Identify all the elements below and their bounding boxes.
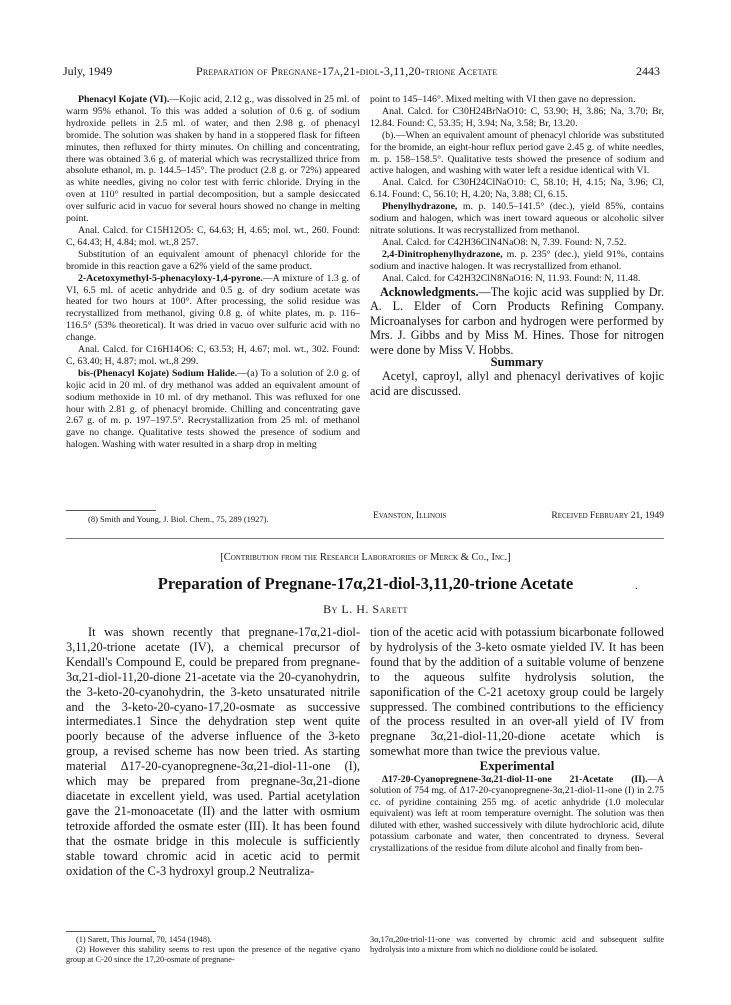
experimental-title: Δ17-20-Cyanopregnene-3α,21-diol-11-one 21-Acetate (II). (382, 774, 648, 786)
dinitrophenylhydrazone-paragraph (370, 249, 664, 273)
acknowledgments-title: Acknowledgments. (380, 284, 479, 299)
location: Evanston, Illinois (373, 511, 447, 521)
prev-paper-column-1 (66, 94, 360, 451)
analysis-2: Anal. Calcd. for C16H14O6: C, 63.53; H, 4.67; mol. wt., 302. Found: C, 63.40; H, 4.87; mol. wt.,8 299. (66, 344, 360, 367)
pyrone-text: —A mixture of 1.3 g. of VI, 6.5 ml. of acetic anhydride and 0.5 g. of dry sodium acetate was heated for two hours at 100°. After processing, the solid residue was recrystallized from methanol, giving 0.8 g. of white plates, m. p. 116–116.5° (53% theoretical). It was dried in vacuo over sulfuric acid with no change. (66, 272, 360, 344)
phenylhydrazone-title: Phenylhydrazone, (382, 201, 458, 213)
analysis-6: Anal. Calcd. for C42H32ClN8NaO16: N, 11.93. Found: N, 11.48. (382, 272, 641, 284)
contribution-line: [Contribution from the Research Laboratories of Merck & Co., Inc.] (220, 552, 511, 563)
new-paper-column-2 (370, 625, 664, 854)
experimental-text: —A solution of 754 mg. of Δ17-20-cyanopregnene-3α,21-diol-11-one (I) in 2.75 cc. of pyridine containing 255 mg. of acetic anhydride (1.0 molecular equivalent) was left at room temperature overnight. The solution was then diluted with ether, washed successively with dilute hydrochloric acid, dilute potassium carbonate and water, then concentrated to dryness. Several crystallizations of the residue from dilute alcohol and finally from ben- (370, 774, 664, 854)
footnotes-left (66, 935, 360, 965)
experimental-heading: Experimental (479, 759, 555, 774)
acknowledgments-paragraph (370, 285, 664, 358)
summary-heading: Summary (490, 355, 544, 370)
intro-paragraph: It was shown recently that pregnane-17α,21-diol-3,11,20-trione acetate (IV), a chemical precursor of Kendall's Compound E, could be prepared from pregnane-3α,21-diol-11,20-dione 21-acetate via the 20-cyanohydrin, the 3-keto-20-cyanohydrin, the 3-keto unsaturated nitrile and the 3-keto-20-cyano-17,20-osmate as successive intermediates.1 Since the dehydration step went quite poorly because of the adverse influence of the 3-keto group, a revised scheme has now been tried. As starting material Δ17-20-cyanopregnene-3α,21-diol-11-one (I), which may be prepared from pregnane-3α,21-dione diacetate in excellent yield, was used. Partial acetylation gave the 21-monoacetate (II) and the latter with osmium tetroxide afforded the osmate ester (III). It has been found that the osmate bridge in this molecule is sufficiently stable toward chromic acid in acetic acid to permit oxidation of the C-3 hydroxyl group.2 Neutraliza- (66, 625, 360, 878)
halide-text: —(a) To a solution of 2.0 g. of kojic acid in 20 ml. of dry methanol was added an equivalent amount of sodium methoxide in 10 ml. of dry methanol. This was refluxed for one hour with 2.81 g. of phenacyl bromide. Chilling and concentrating gave 2.67 g. of m. p. 197–197.5°. Recrystallization from 25 ml. of methanol gave no change. Qualitative tests showed the presence of sodium and halogen. Washing with water resulted in a sharp drop in melting (66, 367, 360, 451)
prev-paper-column-2 (370, 94, 664, 399)
substitution-paragraph: Substitution of an equivalent amount of phenacyl chloride for the bromide in this reaction gave a 62% yield of the same product. (66, 248, 360, 272)
phenacyl-kojate-text: —Kojic acid, 2.12 g., was dissolved in 25 ml. of warm 95% ethanol. To this was added a solution of 0.6 g. of sodium hydroxide pellets in 2.5 ml. of water, and then 2.98 g. of phenacyl bromide. The solution was shaken by hand in a stoppered flask for fifteen minutes, then refluxed for thirty minutes. On chilling and concentrating, there was obtained 3.6 g. of material which was recrystallized thrice from absolute ethanol, m. p. 144.5–145°. The product (2.8 g. or 72%) appeared as white needles, giving no color test with ferric chloride. Drying in the oven at 110° resulted in partial decomposition, but a sample desiccated over sulfuric acid in vacuo for several hours showed no change in melting point. (66, 94, 360, 225)
halide-title: bis-(Phenacyl Kojate) Sodium Halide. (78, 367, 238, 379)
analysis-5: Anal. Calcd. for C42H36ClN4NaO8: N, 7.39. Found: N, 7.52. (382, 236, 627, 248)
pyrone-title: 2-Acetoxymethyl-5-phenacyloxy-1,4-pyrone. (78, 272, 263, 284)
phenacyl-kojate-title: Phenacyl Kojate (VI). (78, 94, 170, 105)
page-number: 2443 (636, 64, 660, 78)
experimental-paragraph (370, 774, 664, 854)
running-title: Preparation of Pregnane-17α,21-diol-3,11,20-trione Acetate (196, 64, 498, 78)
summary-text: Acetyl, caproyl, allyl and phenacyl derivatives of kojic acid are discussed. (370, 369, 664, 398)
phenacyl-kojate-paragraph (66, 94, 360, 225)
halide-paragraph (66, 368, 360, 451)
acknowledgments-text: —The kojic acid was supplied by Dr. A. L. Elder of Corn Products Refining Company. Microanalyses for carbon and hydrogen were performed by Mrs. J. Gibbs and by Miss M. Hines. Those for nitrogen were done by Miss V. Hobbs. (370, 284, 664, 357)
new-paper-column-1 (66, 625, 360, 878)
signature-line (373, 511, 664, 521)
continued-text: point to 145–146°. Mixed melting with VI then gave no depression. (370, 94, 636, 105)
received-date: Received February 21, 1949 (551, 511, 664, 521)
phenylhydrazone-paragraph (370, 201, 664, 237)
analysis-3: Anal. Calcd. for C30H24BrNaO10: C, 53.90; H, 3.86; Na, 3.70; Br, 12.84. Found: C, 53.35; H, 3.94; Na, 3.58; Br, 13.20. (370, 105, 664, 129)
footnote-8: (8) Smith and Young, J. Biol. Chem., 75, 289 (1927). (88, 514, 269, 524)
variant-b-paragraph: (b).—When an equivalent amount of phenacyl chloride was substituted for the bromide, an eight-hour reflux period gave 2.45 g. of white needles, m. p. 158–158.5°. Qualitative tests showed the presence of sodium and active halogen, and washing with water left a residue identical with VI. (370, 129, 664, 177)
footnote-2-continued: 3α,17α,20α-triol-11-one was converted by chromic acid and subsequent sulfite hydrolysis into a mixture from which no dioldione could be isolated. (370, 935, 664, 954)
footnotes-right (370, 935, 664, 955)
continuation-paragraph: tion of the acetic acid with potassium bicarbonate followed by hydrolysis of the 3-keto osmate yielded IV. It has been found that by the addition of a suitable volume of benzene to the aqueous sulfite hydrolysis solution, the saponification of the C-21 acetoxy group could be largely suppressed. The combined contributions to the efficiency of the process resulted in an over-all yield of IV from pregnane 3α,21-diol-11,20-dione acetate which is somewhat more than twice the previous value. (370, 625, 664, 759)
footnote-1: (1) Sarett, This Journal, 70, 1454 (1948). (76, 935, 212, 944)
header-date: July, 1949 (63, 64, 113, 78)
paper-title: Preparation of Pregnane-17α,21-diol-3,11,20-trione Acetate (157, 574, 574, 593)
phenylhydrazone-text: m. p. 140.5–141.5° (dec.), yield 85%, contains sodium and halogen, which was inert toward aqueous or alcoholic silver nitrate solutions. It was recrystallized from methanol. (370, 201, 664, 236)
dinitrophenylhydrazone-text: m. p. 235° (dec.), yield 91%, contains sodium and inactive halogen. It was recrystallized from ethanol. (370, 248, 664, 272)
scan-dot: . (635, 578, 638, 592)
footnote-rule-2 (66, 931, 156, 932)
dinitrophenylhydrazone-title: 2,4-Dinitrophenylhydrazone, (382, 248, 503, 260)
byline: By L. H. Sarett (323, 602, 408, 616)
analysis-1: Anal. Calcd. for C15H12O5: C, 64.63; H, 4.65; mol. wt., 260. Found: C, 64.43; H, 4.84; mol. wt.,8 257. (66, 224, 360, 248)
pyrone-paragraph (66, 273, 360, 344)
analysis-4: Anal. Calcd. for C30H24ClNaO10: C, 58.10; H, 4.15; Na, 3.96; Cl, 6.14. Found: C, 56.10; H, 4.20; Na, 3.88; Cl, 6.15. (370, 177, 664, 201)
footnote-rule-1 (66, 510, 156, 511)
footnote-2: (2) However this stability seems to rest upon the presence of the negative cyano group at C-20 since the 17,20-osmate of pregnane- (66, 945, 360, 964)
paper-separator (66, 538, 664, 539)
